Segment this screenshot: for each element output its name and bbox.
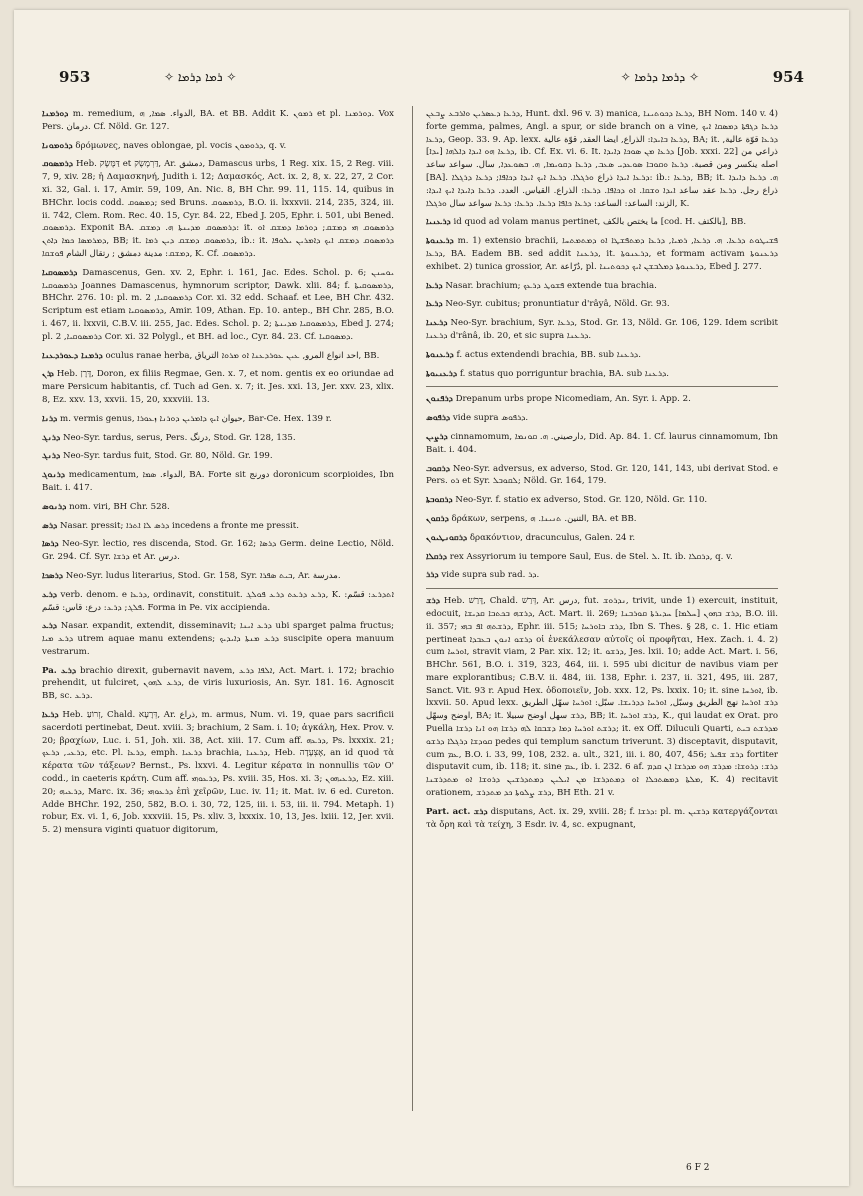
entry-headword: ܕܪܥܐ [42, 710, 59, 721]
entry-text: disputans, Act. ix. 29, xviii. 28; f. ܕܪܫܐ: pl. m. ܕܪܫܝܢ κατεργάζονται τὰ ὄρη καὶ τὰ τείχη, 3 Esdr. iv. 4, sc. expugnant, [426, 806, 779, 830]
entry-headword: ܕܪܩܘܒܬܐ [426, 495, 453, 506]
dictionary-entry [426, 806, 778, 832]
entry-headword: ܕܪܣܐ [42, 539, 59, 550]
entry-headword: ܕܪܢ [42, 369, 54, 380]
entry-text: m. vermis genus, حيوان ܐܝܟ ܕܐܡܪܝܢ ܕܘܪܢܐ ܙܥܘܪܐ, Bar-Ce. Hex. 139 r. [60, 413, 332, 424]
dictionary-entry [426, 216, 778, 229]
entry-headword: ܕܪܦܢܘܢ [426, 394, 453, 405]
dictionary-entry [42, 570, 394, 583]
entry-headword: ܕܪܥ [42, 589, 58, 600]
entry-text: vide supra sub rad. ܕܪ. [441, 570, 540, 581]
entry-text: Neo-Syr. adversus, ex adverso, Stod. Gr. 120, 141, 143, ubi derivat Stod. e Pers. ܪܘ et Syr. ܠܩܘܒܠ; Nöld. Gr. 164, 179. [426, 463, 779, 487]
column-divider [412, 106, 413, 1111]
dictionary-entry [426, 494, 778, 507]
entry-text: Heb. דָּרַשׁ, Chald. דְּרַשׁ, Ar. درس, fut. ܢܕܪܘܫ, trivit, unde 1) exercuit, instituit, edocuit, ܕܪܫܗ ܒܟܬܒܐ ܩܕܝܫܐ, Act. Mart. ii. 269; ܕܪܫ ܒܗܘܢ [ܚܠܡܐ] ܚܕܝܪܬܐ ܩܘܪܒܢܐ, B.O. iii. ii. 357; ܕܪܫܬܗ ܐܦ ܒܗܝ, Ephr. iii. 515; ܕܪܫ ܒܐܘܪܚܐ, Ibn S. Thes. § 28, c. 1. Hic etiam pertineat ܕܪܫܘ ܐܢܘܢ ܒܥܒܕܐ οἱ ἐνεκάλεσαν αὐτοῖς οἱ προφῆται, Hex. Zach. i. 4. 2) cum ܐܘܪܚܐ, stravit viam, 2 Par. xix. 12; it. ܕܪܫܘ, Jes. lxii. 10; adde Act. Mart. i. 56, BHChr. 561, B.O. i. 319, 323, 464, iii. i. 595 ubi dicitur de navibus viam per mare explorantibus; C.B.V. ii. 484, iii. 138, Ephr. i. 237, ii. 321, 495, iii. 287, Sanct. Vit. 93 r. Apud Hex. ὁδοποιεῖν, Job. xxx. 12, Ps. lxxix. 10; it. sine ܐܘܪܚܐ, ib. lxxvii. 50. Apud lexx. ܕܪܫ ܐܘܪܚܐ نهج الطريق وسبّل, ܐܘܪܚܐ ܕܕܪܝܫܐ. سبّل: ܐܘܪܚܐ سهّل الطريق اوضح وسهّل, BA; it. ܕܪܫ سهل اوضح سبيلا, BB; it. ܕܪܫ ܐܘܪܚܐ, K., qui laudat ex Orat. pro Puella ܕܪܫܬ ܐܘܪܚܐ ܕܡܐ ܕܫܒܩܐ ܠܗ ܕܪܫܐ ܗܘ ܐܢܐ ܕܪܫܐ; it. ex Off. Diluculi Quarti, ܡܕܪܫܬ ܒܝܬ ܩܘܕܫܐ ܕܪܓܠܐ ܕܪܫܘ pedes qui templum sanctum triverunt. 3) disceptavit, disputavit, cum ܥܡ, B.O. i. 33, 99, 108, 232. a. ult., 321, iii. i. 80, 407, 456; ܕܪܫ ܫܦܝܪ fortiter disputavit cum, ib. 118; it. sine ܥܡ, ib. i. 232. 6 af. ܕܪܫ: ܕܪܘܫܐ: ܡܕܪܫ ܗܘ ܡܕܪܫܐ ܐܢ ܩܕܡ ܡܠܬܐ ܕܡܣܬܟܠܐ ܐܘ ܕܡܬܕܪܫܐ ܡܢ ܐܝܠܝܢ ܕܡܬܕܪܫܝܢ ܕܪܘܫܐ ܐܘ ܡܬܕܪܫܢܐ, K. 4) recitavit orationem, ܕܪܫ ܨܠܘܬܐ ܟܕ ܡܬܕܪܫ, BH Eth. 21 v. [426, 596, 779, 799]
dictionary-entry [42, 520, 394, 533]
entry-text: ܕܪܥܐ ܕܥܣܪܝܢ ܘܐܪܒܥ ܨܒܥܢ, Hunt. dxl. 96 v. 3) manica, ܕܪܥܐ ܕܟܘܬܝܢܐ, BH Nom. 140 v. 4) forte gemma, palmes, Angl. a spur, or side branch on a vine, ܕܪܥܐ ܕܓܦܬܐ ܕܡܣܩܐ ܐܝܟ ܕܪܥܐ, Geop. 33. 9. Ap. lexx. ܕܪܥܐ ܒܐܝܕܐ: الذراع, ايضا العقد, قوّة عالية, BA; it. ܕܪܥܐ قوّة عالية, ܕܪܥܐ ܗܘ ܐܝܕܐ ܕܐܠܗܐ [ܝܕܐ], ib. Cf. Ex. vi. 6. It. ܕܪܥܐ ܡܢ ܣܘܟܐ ܕܐܝܕܐ [Job. xxxi. 22] ذراعي من اصله ينكسر ومن قصبة. ܕܪܥܐ ܘܩܘܒܐ ܣܘܥܕܝ ܣܥܒ, ܕܪܥܐ ܕܩܘܝܡܐ, ܗ. ܒܣܘܥܕܐ, سال. سواعد ساعد [BA]. ܕܪܥܐ ܐܝܕܐ ذراع ܘܪܓܠܐ. ܕܪܥܐ ܐܝܟ ܐܝܕܐ ܕܟܐܦܐ; ܕܪܥܐ ܕܪܓܠܐ: ib.: ܕܪܥܐ, BB; it. ܗ. ܕܪܥܐ ܕܐܝܕܐ ذراع رجل. ܕܪܥܐ عقد ساعد ܐܝܕܐ ܘܫܩܐ. ܐܘ ܕܟܐܦܐ. ܕܪܥܐ: الذراع. القياس. العدد. ܕܪܥܐ ܕܐܝܕܐ ܐܝܟ ܐܝܕܐ: الزند: الساعد: الساعد: ܕܪܥܐ ܟܐܦܐ ܕܪܥܐ. ܕܪܥܐ: ܕܪܥܐ سواعد سال ܘܪܓܠܐ, K. [426, 109, 779, 209]
entry-text: id quod ad volam manus pertinet, ما يختص بالكف [cod. H. بالكتف], BB. [453, 217, 747, 228]
entry-text: δράκων, serpens, التنين. ܬܢܝܢܐ. ܗ, BA. et BB. [451, 513, 637, 524]
entry-text: Neo-Syr. cubitus; pronuntiatur d'râyâ, Nöld. Gr. 93. [445, 299, 670, 310]
entry-text: δρόμωνες, naves oblongae, pl. vocis ܕܪܘܡܘܢ, q. v. [75, 140, 287, 151]
dictionary-entry [42, 108, 394, 134]
entry-headword: ܕܪܢܘܓ [42, 470, 66, 481]
dictionary-entry [42, 538, 394, 564]
entry-text: Nasar. pressit; ܕܪܣ ܠܐ ܐܬܪܐ incedens a fronte me pressit. [59, 520, 299, 531]
dictionary-entry [426, 569, 778, 582]
entry-headword: ܕܪܣܟܐ [42, 570, 63, 581]
dictionary-entry [42, 589, 394, 615]
entry-headword: ܕܪܣ [42, 520, 58, 531]
entry-headword: ܕܪܪ [426, 570, 439, 581]
dictionary-entry [42, 450, 394, 463]
entry-headword: ܕܪܡܣܘܩ [42, 159, 73, 170]
page-header [59, 68, 804, 90]
dictionary-entry [42, 350, 394, 363]
right-column [426, 108, 778, 1188]
entry-text: m. 1) extensio brachii, ܦܫܝܛܘܬ ܕܪܥܐ. ܗ. ܕܪܥܐ, ܪܡܝܐ, ܕܪܥܐ ܕܡܬܦܫܛܐ ܐܘ ܕܡܬܡܬܚܐ ܕܪܥܐ, BA. Eadem BB. sed addit ܕܪܥܢܐ, it. ܕܪܥܢܘܬܐ, et formam activam ܕܪܥܢܘܬܐ exhibet. 2) tunica grossior, Ar. دُرّاعة, pl. ܕܪܥܢܘܬܐ ܕܡܠܒܫܢ ܐܝܟ ܕܟܘܬܝܢܐ, Ebed J. 277. [426, 236, 778, 272]
entry-headword: ܕܪܥܢܝܐ [426, 217, 451, 228]
dictionary-entry [42, 432, 394, 445]
entry-headword: ܕܪܫ [426, 596, 440, 607]
entry-text: Drepanum urbs prope Nicomediam, An. Syr. i. App. 2. [455, 394, 691, 405]
entry-text: cinnamomum, دارصيني. ܗ. ܩܘܢܡܐ, Did. Ap. 84. 1. Cf. laurus cinnamomum, Ibn Bait. i. 404. [426, 431, 779, 455]
dictionary-entry [426, 551, 778, 564]
dictionary-entry [426, 368, 778, 381]
entry-headword: ܕܪܥܢܘܬܐ [426, 349, 454, 360]
entry-headword: ܕܪܥܢܝܘܬܐ [426, 368, 458, 379]
signature-mark: 6 F 2 [686, 1163, 710, 1173]
entry-headword: ܕܪܥܢܐ [426, 318, 448, 329]
dictionary-entry [426, 412, 778, 425]
entry-headword: ܕܪܩܘܒ [426, 463, 450, 474]
dictionary-entry [426, 463, 778, 489]
entry-headword: ܕܪܢܐ [42, 413, 58, 424]
dictionary-entry [42, 413, 394, 426]
entry-headword: ܕܪܩܘܢ [426, 513, 449, 524]
entry-headword: ܕܪܡܢܐ ܕܥܘܪܕܥܢܐ [42, 350, 103, 361]
entry-headword: ܕܪܩܘܢܛܝܘܢ [426, 532, 468, 543]
section-rule [426, 588, 778, 589]
dictionary-entry [42, 368, 394, 406]
dictionary-entry [42, 709, 394, 837]
left-page-number: 953 [59, 68, 91, 86]
entry-text: nom. viri, BH Chr. 528. [69, 501, 170, 512]
dictionary-entry [42, 267, 394, 344]
dictionary-entry [426, 317, 778, 343]
entry-headword: ܕܪܢܓ [42, 451, 61, 462]
entry-text: Heb. זְרוֹעַ, Chald. דְּרָעָא, Ar. ذراع, m. armus, Num. vi. 19, quae pars sacrificii sacerdoti pertinebat, Deut. xviii. 3; brachium, 2 Sam. i. 10; ἀγκάλη, Hex. Prov. v. 20; βραχίων, Luc. i. 51, Joh. xii. 38, Act. xiii. 17. Cum aff. ܕܪܥܗ, Ps. lxxxix. 21; ܕܪܥܝ, ܕܪܥܟ, etc. Pl. ܕܪܥܐ, emph. ܕܪܥܝܐ brachia, ܕܪܥܢܐ, Heb. אֶצְעָדָה, an id quod τὰ κέρατα τῶν τάξεων? Bernst., Ps. lxxvi. 4. Legitur κέρατα in nonnullis τῶν O' codd., in caeteris κράτη. Cum aff. ܕܪܥܘܗܝ, Ps. xviii. 35, Hos. xi. 3; ܕܪܥܝܗܘܢ, Ez. xiii. 20; ܕܪܥܝܗ, Marc. ix. 36; ܕܪܥܘܗܝ ἐπὶ χεῖρῶν, Luc. iv. 11; it. Mat. iv. 6 ed. Cureton. Adde BHChr. 192, 250, 582, B.O. i. 30, 72, 125, iii. i. 53, iii. ii. 794. Metaph. 1) robur, Ex. vi. 1, 6, Job. xxxviii. 15, Ps. xliv. 3, lxxxix. 10, 13, Jes. lxiii. 12, Jer. xvii. 5. 2) mensura viginti quatuor digitorum, [42, 710, 395, 836]
entry-text: vide supra ܕܪܦܘܣ. [452, 413, 529, 424]
dictionary-entry [42, 140, 394, 153]
entry-text: Nasar. brachium; ܦܫܘܛ ܕܪܥܟ extende tua brachia. [445, 280, 657, 291]
entry-headword: ܕܘܪܡܢܐ [42, 109, 69, 119]
right-running-head: ✧ ܕܪܡܐ ܕܪܡܐ ✧ [620, 70, 699, 84]
dictionary-entry [426, 431, 778, 457]
entry-headword: ܕܪܥܐ [426, 299, 443, 310]
entry-headword: ܕܪܥܐ [426, 280, 443, 291]
entry-headword: ܕܪܡܣܘܩܝܐ [42, 267, 78, 278]
left-column [42, 108, 394, 1188]
dictionary-entry [426, 532, 778, 545]
entry-text: Heb. דַּמֶּשֶׂק et דַּרְמֶשֶׂק, Ar. دمشق, Damascus urbs, 1 Reg. xix. 15, 2 Reg. viii. 7, 9, xiv. 28; ἡ Δαμασκηνή, Judith i. 12; Δαμασκός, Act. ix. 2, 8, x. 22, 27, 2 Cor. xi. 32, Gal. i. 17, Amir. 59, 109, An. Nic. 8, BH Chr. 99. 11, 115. 14, quibus in BHChr. locis codd. ܕܡܣܘܩ; sed Bruns. ܕܪܡܣܘܩ, B.O. ii. lxxxvii. 214, 235, 324, iii. ii. 742, Clem. Rom. Rec. 40. 15, Cyr. 84. 22, Ebed J. 205, Ephr. i. 501, ubi Bened. ܕܪܡܣܘܩ. Exponit BA. ܕܪܡܣܘܩ ܡܕܝܢܬܐ ܗ. ܕܡܫܩ: it. ܕܪܡܣܘܩ ܗܝ ܕܡܫܩ; ܕܘܪܡܐ ܕܡܫܩ ܐܘ ܕܡܪܡܣܐ ܟܡܐ ܕܐܬܢ, BB; it. ܕܪܡܣܘܩ ܕܡܫܩ ܕܝܢ ܪܡܐ, ib.: it. ܕܪܡܣܘܩ ܕܡܫܩ ܐܝܟ ܕܐܡܪܝܢ ܝܠܘܦܐ ܕܡܫܩ: مدينة دمشق ; رتقال الشام ܦܘܫܩܐ, K. Cf. ܕܪܡܣܘܩ. [42, 159, 395, 259]
entry-text: Neo-Syr. lectio, res discenda, Stod. Gr. 162; ܕܪܣܐ Germ. deine Lectio, Nöld. Gr. 294. Cf. Syr. ܕܪܫܐ et Ar. درس. [42, 539, 394, 563]
entry-text: Heb. דָּרָן, Doron, ex filiis Regmae, Gen. x. 7, et nom. gentis ex eo oriundae ad mare Persicum habitantis, cf. Tuch ad Gen. x. 7; it. Jes. xxi. 13, Jer. xxv. 23, xlix. 8, Ez. xxv. 13, xxvii. 15, 20, xxxviii. 13. [42, 369, 395, 405]
dictionary-entry [426, 393, 778, 406]
entry-headword: ܕܪܩܠܐ [426, 551, 447, 562]
entry-text: Neo-Syr. f. statio ex adverso, Stod. Gr. 120, Nöld. Gr. 110. [455, 495, 708, 506]
dictionary-entry [426, 108, 778, 210]
dictionary-entry [426, 298, 778, 311]
entry-text: δρακόντιον, dracunculus, Galen. 24 r. [469, 532, 636, 543]
entry-text: f. actus extendendi brachia, BB. sub ܕܪܥܢܐ. [456, 349, 641, 360]
entry-text: medicamentum, الدواء. ܣܡܐ, BA. Forte sit دورنج doronicum scorpioides, Ibn Bait. i. 417. [42, 470, 394, 493]
entry-text: verb. denom. e ܕܪܥܐ, ordinavit, constituit. ܕܪܥ ܕܪܥܬ ܕܪܥ ܦܘܠܓ, K. ܐܬܕܪܥ: قسّم: ܦܠܓ; ܕܪܥ: درع: قاس: قسّم. Forma in Pe. vix accipienda. [42, 589, 394, 613]
entry-text: Neo-Syr. brachium, Syr. ܕܪܥܐ, Stod. Gr. 13, Nöld. Gr. 106, 129. Idem scribit ܕܪܥܢܐ d'rânâ, ib. 20, et sic supra ܕܪܥܢܐ. [426, 318, 778, 341]
dictionary-page [14, 10, 849, 1186]
entry-text: f. status quo porriguntur brachia, BA. sub ܕܪܥܢܐ. [459, 368, 670, 379]
section-rule [426, 386, 778, 387]
entry-text: Neo-Syr. tardus fuit, Stod. Gr. 80, Nöld. Gr. 199. [62, 451, 273, 462]
entry-headword: ܕܪܢܓ [42, 432, 61, 443]
entry-headword: ܕܪܦܘܣ [426, 413, 451, 424]
entry-text: m. remedium, الدواء. ܣܡܐ, ܗ, BA. et BB. Addit K. ܪܡܘܢ et pl. ܕܘܪܡܢܐ. Vox Pers. درمان. Cf. Nöld. Gr. 127. [42, 109, 395, 132]
entry-text: rex Assyriorum iu tempore Saul, Eus. de Stel. ܠ. It. ib. ܕܪܩܠܐ, q. v. [449, 551, 733, 562]
entry-text: brachio direxit, gubernavit navem, ܐܠܦܐ ܕܪܥ, Act. Mart. i. 172; brachio prehendit, ut fulciret, ܕܪܥ ܠܗܘܢ, de viris luxuriosis, An. Syr. 181. 16. Agnoscit BB, sc. ܕܪܥ. [42, 665, 394, 702]
entry-headword: ܕܪܘܡܘܢܐ [42, 140, 73, 151]
entry-headword: ܕܪܢܘܣ [42, 501, 67, 512]
entry-headword: ܕܪܥ [42, 621, 58, 632]
dictionary-entry [426, 235, 778, 273]
dictionary-entry [426, 513, 778, 526]
entry-text: Neo-Syr. ludus literarius, Stod. Gr. 158, Syr. ܒܝܬ ܣܦܪܐ, Ar. مدرسة. [65, 570, 341, 581]
left-running-head: ✧ ܪܡܐ ܕܪܡܐ ✧ [164, 70, 237, 84]
dictionary-entry [42, 620, 394, 658]
right-page-number: 954 [772, 68, 804, 86]
entry-headword: Part. act. ܕܪܫ [426, 806, 488, 817]
entry-text: Nasar. expandit, extendit, disseminavit; ܕܪܥ ܐܝܢܐ ubi sparget palma fructus; ܕܪܥ ܡܝܐ utrem aquae manu extendens; ܕܪܥ ܡܢܬܐ ܕܐܝܕܝܟ suscipite opera manuum vestrarum. [42, 621, 394, 657]
dictionary-entry [426, 280, 778, 293]
dictionary-entry [426, 595, 778, 800]
entry-text: Damascenus, Gen. xv. 2, Ephr. i. 161, Jac. Edes. Schol. p. 6; ܝܘܚܢܢ ܕܪܡܣܘܩܝܐ Joannes Damascenus, hymnorum scriptor, Dawk. xlii. 84; f. ܕܪܡܣܘܩܝܬܐ, BHChr. 276. 10: pl. m. ܕܪܡܣܘܩܝܐ, 2 Cor. xi. 32 edd. Schaaf. et Lee, BH Chr. 432. Scriptum est etiam ܕܪܡܣܘܩܝܐ, Amir. 109, Athan. Ep. 10. antep., BH Chr. 285, B.O. i. 467, ii. lxxvii, C.B.V. iii. 255, Jac. Edes. Schol. p. 2; ܕܪܡܣܘܩܝܐ ܡܕܝܢܬܐ, Ebed J. 274; pl. ܕܪܡܣܘܩܝܐ, 2 Cor. xi. 32 Polygl., et BH. ad loc., Cyr. 84. 23. Cf. ܕܡܣܘܩܝܐ. [42, 267, 395, 342]
entry-headword: ܕܪܨܝܢ [426, 431, 448, 442]
dictionary-entry [42, 501, 394, 514]
dictionary-entry [42, 665, 394, 703]
entry-text: Neo-Syr. tardus, serus, Pers. درنگ, Stod. Gr. 128, 135. [62, 432, 296, 443]
dictionary-entry [42, 158, 394, 260]
entry-headword: Pa. ܕܪܥ [42, 665, 77, 676]
entry-headword: ܕܪܥܢܘܬܐ [426, 236, 454, 247]
entry-text: oculus ranae herba, احد انواع المرو, ܥܝܢ ܥܘܪܕܥܢܐ ܐܘ ܡܪܘܐ الترياق, BB. [105, 350, 380, 361]
dictionary-entry [42, 469, 394, 495]
dictionary-entry [426, 349, 778, 362]
